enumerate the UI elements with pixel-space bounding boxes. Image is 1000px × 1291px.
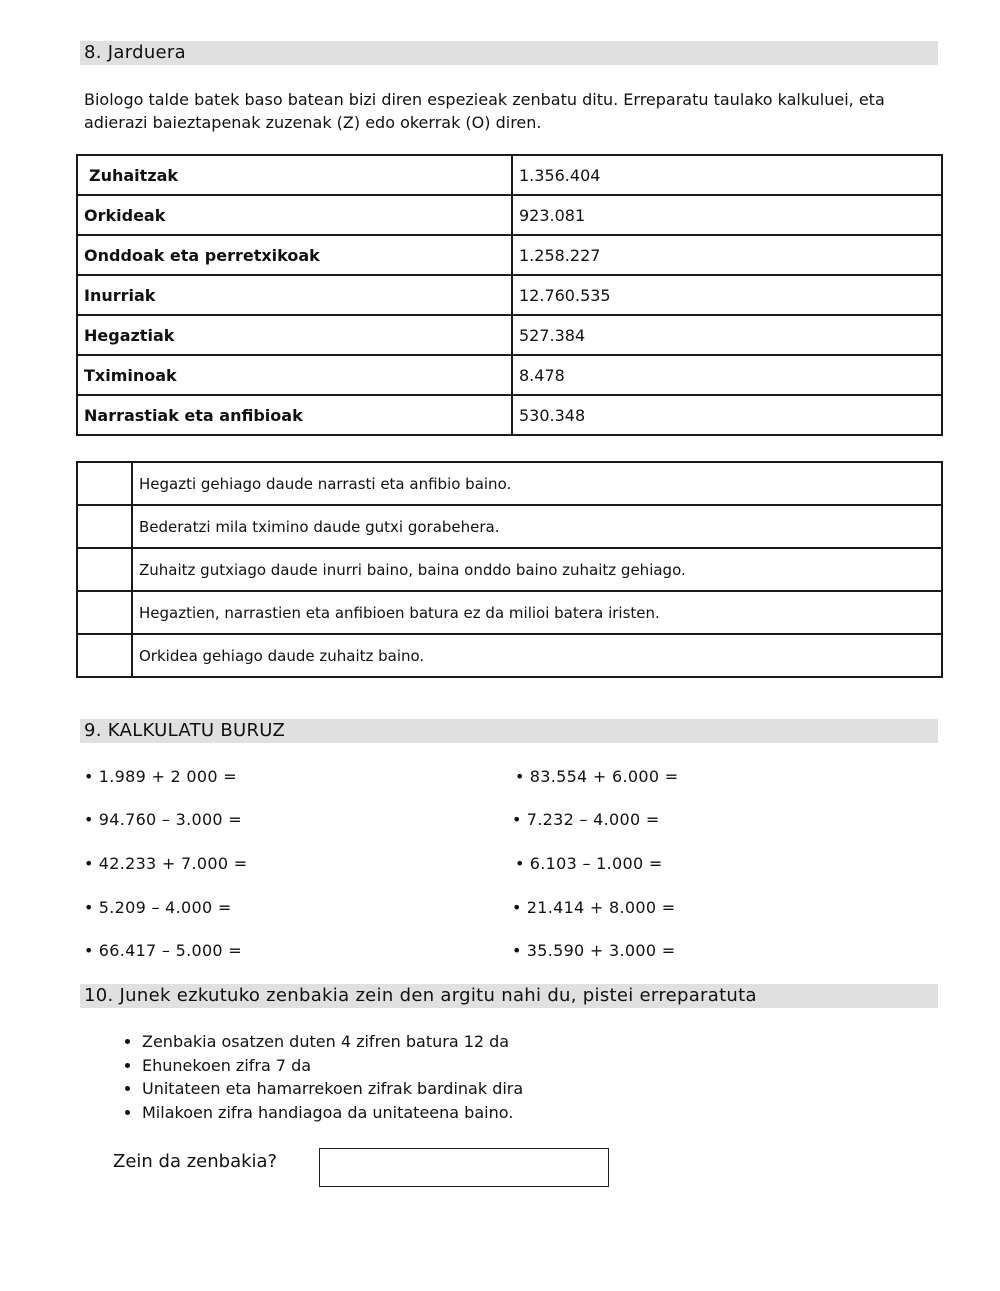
table-row bbox=[77, 315, 942, 355]
calc-item bbox=[84, 810, 242, 829]
answer-cell[interactable] bbox=[77, 462, 132, 505]
species-name: Orkideak bbox=[77, 195, 512, 235]
section-8-title: 8. Jarduera bbox=[80, 41, 938, 65]
species-count: 12.760.535 bbox=[512, 275, 942, 315]
calc-item bbox=[84, 898, 232, 917]
species-name: Zuhaitzak bbox=[77, 155, 512, 195]
bullet: • bbox=[515, 767, 525, 786]
species-count: 527.384 bbox=[512, 315, 942, 355]
statement-row bbox=[77, 591, 942, 634]
calc-expression: 21.414 + 8.000 = bbox=[526, 898, 676, 917]
bullet: • bbox=[84, 854, 94, 873]
statement-row bbox=[77, 634, 942, 677]
species-name: Inurriak bbox=[77, 275, 512, 315]
calc-expression: 6.103 – 1.000 = bbox=[529, 854, 663, 873]
species-count: 923.081 bbox=[512, 195, 942, 235]
species-count: 1.356.404 bbox=[512, 155, 942, 195]
clue-list bbox=[100, 1030, 523, 1124]
bullet: • bbox=[84, 898, 94, 917]
answer-cell[interactable] bbox=[77, 634, 132, 677]
table-row bbox=[77, 355, 942, 395]
calc-item bbox=[512, 810, 660, 829]
answer-cell[interactable] bbox=[77, 591, 132, 634]
bullet: • bbox=[512, 810, 522, 829]
question-label: Zein da zenbakia? bbox=[113, 1151, 278, 1172]
species-name: Hegaztiak bbox=[77, 315, 512, 355]
bullet: • bbox=[84, 810, 94, 829]
species-count: 8.478 bbox=[512, 355, 942, 395]
statement-row bbox=[77, 548, 942, 591]
statement-text: Bederatzi mila tximino daude gutxi gorabehera. bbox=[132, 505, 942, 548]
calc-expression: 83.554 + 6.000 = bbox=[529, 767, 679, 786]
calc-item bbox=[84, 941, 242, 960]
answer-cell[interactable] bbox=[77, 548, 132, 591]
table-row bbox=[77, 275, 942, 315]
statement-text: Zuhaitz gutxiago daude inurri baino, baina onddo baino zuhaitz gehiago. bbox=[132, 548, 942, 591]
species-count: 1.258.227 bbox=[512, 235, 942, 275]
bullet: • bbox=[512, 941, 522, 960]
calc-expression: 94.760 – 3.000 = bbox=[98, 810, 243, 829]
species-count: 530.348 bbox=[512, 395, 942, 435]
bullet: • bbox=[84, 767, 94, 786]
section-8-intro: Biologo talde batek baso batean bizi diren espezieak zenbatu ditu. Erreparatu taulako kalkuluei, eta adierazi baieztapenak zuzenak (Z) edo okerrak (O) diren. bbox=[84, 90, 885, 132]
statement-row bbox=[77, 462, 942, 505]
calc-expression: 7.232 – 4.000 = bbox=[526, 810, 660, 829]
calc-item bbox=[84, 854, 247, 873]
calc-item bbox=[84, 767, 237, 786]
bullet: • bbox=[512, 898, 522, 917]
calc-item bbox=[512, 941, 675, 960]
species-name: Onddoak eta perretxikoak bbox=[77, 235, 512, 275]
bullet: • bbox=[84, 941, 94, 960]
calc-item bbox=[515, 767, 678, 786]
table-row bbox=[77, 155, 942, 195]
species-name: Tximinoak bbox=[77, 355, 512, 395]
answer-cell[interactable] bbox=[77, 505, 132, 548]
table-row bbox=[77, 195, 942, 235]
table-row bbox=[77, 235, 942, 275]
calc-expression: 42.233 + 7.000 = bbox=[98, 854, 248, 873]
calc-expression: 1.989 + 2 000 = bbox=[98, 767, 237, 786]
calc-expression: 66.417 – 5.000 = bbox=[98, 941, 243, 960]
list-item: • Unitateen eta hamarrekoen zifrak bardinak dira bbox=[142, 1077, 523, 1101]
species-table bbox=[76, 154, 943, 436]
list-item: • Zenbakia osatzen duten 4 zifren batura 12 da bbox=[142, 1030, 523, 1054]
list-item: • Milakoen zifra handiagoa da unitateena baino. bbox=[142, 1101, 523, 1125]
list-item: • Ehunekoen zifra 7 da bbox=[142, 1054, 523, 1078]
statement-text: Orkidea gehiago daude zuhaitz baino. bbox=[132, 634, 942, 677]
statements-table bbox=[76, 461, 943, 678]
calc-item bbox=[512, 898, 675, 917]
calc-expression: 35.590 + 3.000 = bbox=[526, 941, 676, 960]
section-10-title: 10. Junek ezkutuko zenbakia zein den argitu nahi du, pistei erreparatuta bbox=[80, 984, 938, 1008]
table-row bbox=[77, 395, 942, 435]
calc-expression: 5.209 – 4.000 = bbox=[98, 898, 232, 917]
bullet: • bbox=[515, 854, 525, 873]
answer-input[interactable] bbox=[319, 1148, 609, 1187]
statement-row bbox=[77, 505, 942, 548]
statement-text: Hegazti gehiago daude narrasti eta anfibio baino. bbox=[132, 462, 942, 505]
statement-text: Hegaztien, narrastien eta anfibioen batura ez da milioi batera iristen. bbox=[132, 591, 942, 634]
species-name: Narrastiak eta anfibioak bbox=[77, 395, 512, 435]
calc-item bbox=[515, 854, 663, 873]
section-9-title: 9. KALKULATU BURUZ bbox=[80, 719, 938, 743]
